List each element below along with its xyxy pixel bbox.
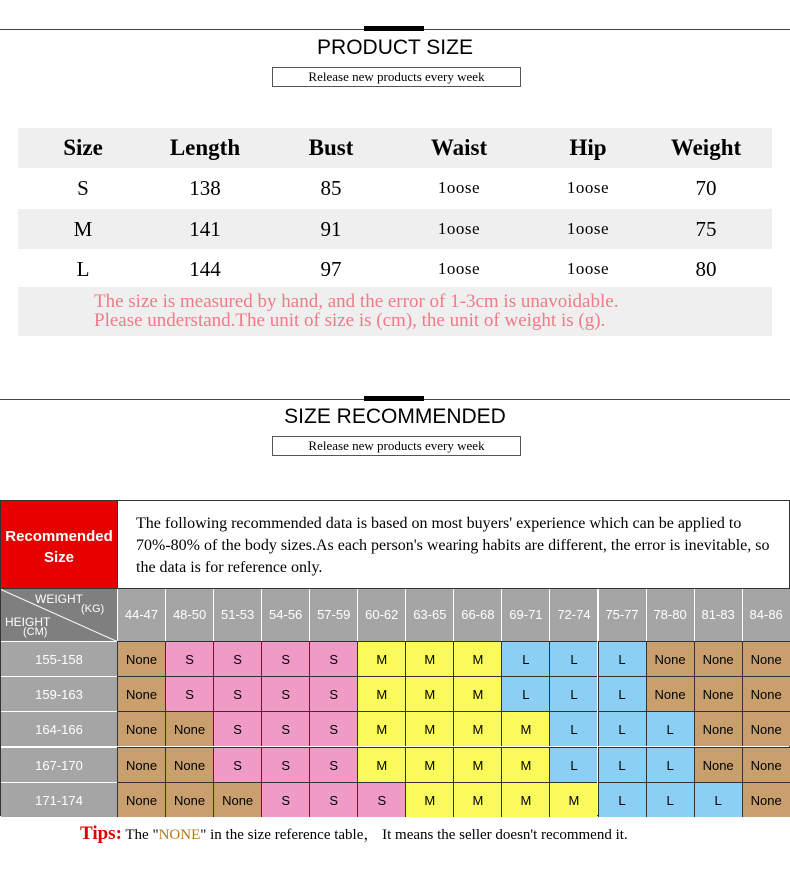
- badge-line-2: Size: [43, 549, 74, 566]
- size-cell: None: [646, 676, 694, 711]
- size-cell: None: [646, 641, 694, 676]
- height-range-header: 164-166: [1, 711, 117, 746]
- size-cell: L: [598, 711, 646, 746]
- height-range-header: 167-170: [1, 747, 117, 782]
- product-size-row: [18, 249, 772, 289]
- size-cell: S: [309, 711, 357, 746]
- size-cell: M: [405, 747, 453, 782]
- size-cell: None: [742, 747, 790, 782]
- kg-unit-label: (KG): [81, 603, 105, 615]
- size-cell: S: [309, 641, 357, 676]
- size-cell: None: [694, 676, 742, 711]
- size-cell: M: [405, 711, 453, 746]
- size-cell: None: [742, 676, 790, 711]
- weight-range-header: 84-86: [742, 589, 790, 641]
- weight-range-header: 78-80: [646, 589, 694, 641]
- note-line-1: The size is measured by hand, and the error of 1-3cm is unavoidable.: [94, 291, 619, 312]
- column-header: Bust: [308, 135, 354, 160]
- table-cell: 144: [189, 257, 221, 281]
- size-cell: S: [165, 676, 213, 711]
- size-cell: None: [165, 747, 213, 782]
- table-cell: 1oose: [437, 178, 481, 197]
- table-cell: L: [76, 257, 90, 281]
- table-cell: 1oose: [437, 259, 481, 278]
- table-cell: 1oose: [566, 219, 610, 238]
- table-cell: 75: [695, 217, 717, 241]
- table-cell: 91: [320, 217, 342, 241]
- table-cell: M: [73, 217, 93, 241]
- size-cell: S: [213, 711, 261, 746]
- size-cell: S: [357, 782, 405, 817]
- tips-text-before: The ": [121, 827, 159, 843]
- size-cell: None: [694, 641, 742, 676]
- weight-range-header: 54-56: [261, 589, 309, 641]
- weight-height-corner-header: [1, 589, 117, 641]
- title-accent-bar-2: [364, 396, 424, 401]
- size-cell: None: [117, 747, 165, 782]
- size-cell: S: [165, 641, 213, 676]
- weight-range-header: 66-68: [453, 589, 501, 641]
- size-cell: L: [598, 641, 646, 676]
- table-cell: 138: [189, 176, 221, 200]
- column-header: Weight: [670, 135, 742, 160]
- size-cell: M: [501, 747, 549, 782]
- size-cell: M: [405, 641, 453, 676]
- tips-text-after: " in the size reference table， It means the seller doesn't recommend it.: [200, 827, 628, 843]
- size-cell: L: [549, 676, 597, 711]
- table-cell: 1oose: [437, 219, 481, 238]
- height-range-header: 159-163: [1, 676, 117, 711]
- size-cell: S: [213, 676, 261, 711]
- size-cell: S: [261, 747, 309, 782]
- column-header: Size: [63, 135, 103, 160]
- product-size-subtitle: Release new products every week: [272, 67, 521, 87]
- table-cell: 97: [320, 257, 342, 281]
- table-cell: 70: [695, 176, 717, 200]
- size-cell: None: [742, 711, 790, 746]
- size-cell: S: [261, 782, 309, 817]
- column-header: Waist: [430, 135, 488, 160]
- table-cell: 1oose: [566, 259, 610, 278]
- size-cell: S: [261, 711, 309, 746]
- size-cell: S: [309, 782, 357, 817]
- weight-range-header: 60-62: [357, 589, 405, 641]
- size-cell: S: [309, 747, 357, 782]
- size-cell: M: [453, 782, 501, 817]
- size-cell: L: [646, 747, 694, 782]
- size-cell: M: [549, 782, 597, 817]
- size-cell: M: [501, 782, 549, 817]
- size-cell: M: [357, 641, 405, 676]
- size-cell: M: [357, 711, 405, 746]
- weight-range-header: 75-77: [598, 589, 646, 641]
- tips-none-word: NONE: [158, 827, 201, 843]
- size-cell: L: [694, 782, 742, 817]
- size-cell: M: [453, 641, 501, 676]
- size-cell: None: [213, 782, 261, 817]
- note-line-2: Please understand.The unit of size is (cm), the unit of weight is (g).: [94, 310, 606, 331]
- size-cell: L: [549, 641, 597, 676]
- size-cell: L: [598, 676, 646, 711]
- product-size-row: [18, 168, 772, 208]
- title-accent-bar: [364, 26, 424, 31]
- size-cell: M: [501, 711, 549, 746]
- weight-range-header: 48-50: [165, 589, 213, 641]
- size-cell: L: [598, 782, 646, 817]
- size-cell: S: [261, 676, 309, 711]
- size-cell: None: [117, 782, 165, 817]
- product-size-row: [18, 209, 772, 249]
- size-cell: None: [165, 782, 213, 817]
- weight-label: WEIGHT: [35, 592, 83, 606]
- weight-range-header: 69-71: [501, 589, 549, 641]
- product-size-header-row: [18, 128, 772, 168]
- size-cell: S: [309, 676, 357, 711]
- size-cell: L: [549, 747, 597, 782]
- size-recommended-subtitle: Release new products every week: [272, 436, 521, 456]
- weight-range-header: 51-53: [213, 589, 261, 641]
- size-cell: M: [453, 676, 501, 711]
- height-range-header: 155-158: [1, 641, 117, 676]
- size-cell: L: [646, 782, 694, 817]
- recommended-size-badge: [1, 501, 117, 588]
- size-cell: M: [405, 676, 453, 711]
- weight-range-header: 72-74: [549, 589, 597, 641]
- size-cell: M: [357, 747, 405, 782]
- size-cell: None: [742, 641, 790, 676]
- size-cell: S: [213, 641, 261, 676]
- column-header: Hip: [569, 135, 607, 160]
- size-cell: L: [598, 747, 646, 782]
- table-cell: 141: [189, 217, 221, 241]
- size-cell: None: [117, 711, 165, 746]
- size-cell: M: [453, 747, 501, 782]
- size-cell: None: [694, 711, 742, 746]
- size-recommendation-table: [0, 500, 790, 816]
- height-label: HEIGHT: [5, 615, 51, 629]
- size-cell: S: [213, 747, 261, 782]
- size-cell: L: [549, 711, 597, 746]
- tips-label: Tips:: [80, 823, 122, 844]
- weight-range-header: 44-47: [117, 589, 165, 641]
- table-cell: 1oose: [566, 178, 610, 197]
- size-cell: M: [405, 782, 453, 817]
- size-cell: M: [357, 676, 405, 711]
- size-cell: None: [742, 782, 790, 817]
- height-range-header: 171-174: [1, 782, 117, 817]
- size-recommended-title: SIZE RECOMMENDED: [284, 405, 506, 428]
- size-cell: None: [117, 641, 165, 676]
- column-header: Length: [169, 135, 241, 160]
- weight-range-header: 57-59: [309, 589, 357, 641]
- table-cell: 80: [695, 257, 717, 281]
- size-cell: None: [165, 711, 213, 746]
- cm-unit-label: (CM): [23, 626, 48, 638]
- measurement-note: [18, 287, 772, 336]
- weight-range-header: 63-65: [405, 589, 453, 641]
- size-cell: M: [453, 711, 501, 746]
- size-cell: None: [117, 676, 165, 711]
- size-cell: L: [501, 676, 549, 711]
- badge-line-1: Recommended: [5, 528, 113, 545]
- tips-note: [80, 822, 628, 847]
- size-cell: L: [501, 641, 549, 676]
- product-size-title: PRODUCT SIZE: [317, 36, 473, 59]
- table-cell: 85: [320, 176, 342, 200]
- recommendation-description: The following recommended data is based on most buyers' experience which can be applied to 70%-80% of the body sizes.As each person's wearing habits are different, the error is inevitable, so the data is for reference only.: [117, 501, 789, 588]
- size-cell: S: [261, 641, 309, 676]
- weight-range-header: 81-83: [694, 589, 742, 641]
- table-cell: S: [77, 176, 89, 200]
- size-cell: L: [646, 711, 694, 746]
- size-cell: None: [694, 747, 742, 782]
